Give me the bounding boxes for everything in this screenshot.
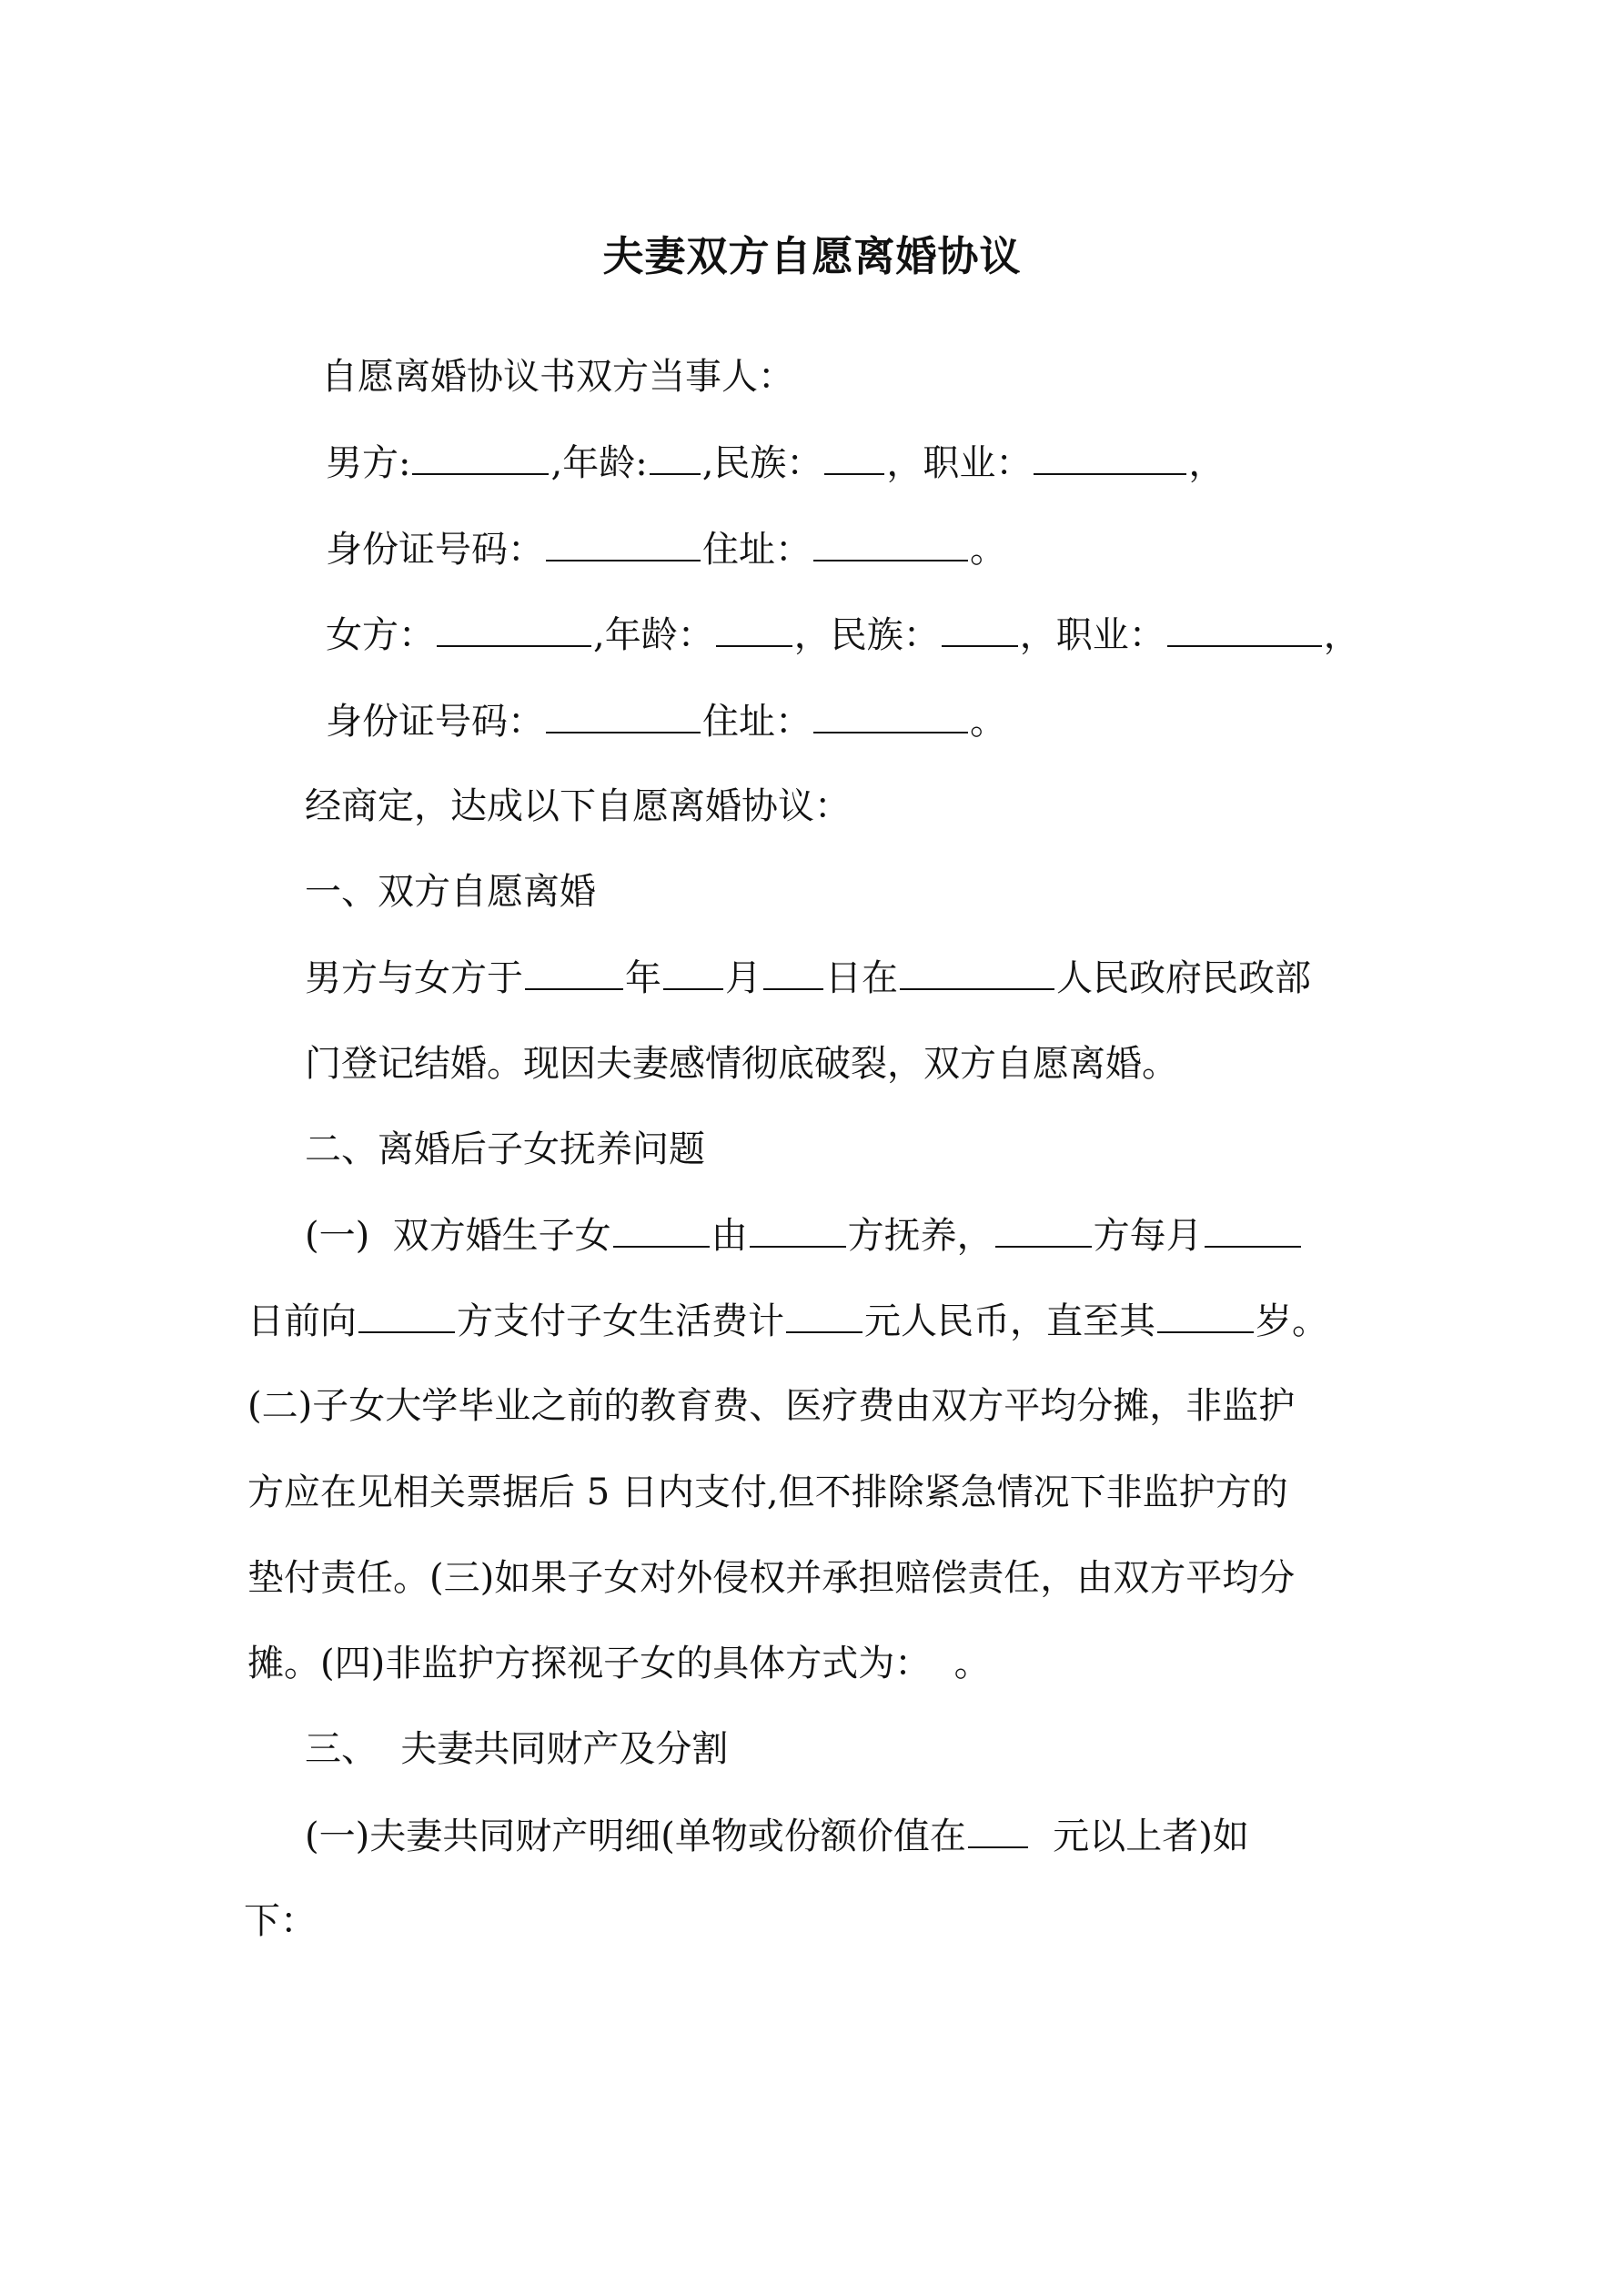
male-ethnicity-blank[interactable] bbox=[824, 437, 884, 475]
section-3-line-2: 下： bbox=[244, 1900, 317, 1942]
section-3-line-1: (一)夫妻共同财产明细(单物或份额价值在 元以上者)如 bbox=[305, 1810, 1249, 1862]
agreement-intro: 经商定，达成以下自愿离婚协议： bbox=[305, 785, 851, 827]
children-blank[interactable] bbox=[613, 1209, 710, 1248]
female-id-blank[interactable] bbox=[546, 695, 701, 733]
section-2-line-4: 方应在见相关票据后 5 日内支付,但不排除紧急情况下非监护方的 bbox=[247, 1472, 1288, 1513]
support-age-blank[interactable] bbox=[1157, 1295, 1254, 1333]
female-ethnicity-blank[interactable] bbox=[942, 609, 1018, 647]
section-2-line-2: 日前向 方支付子女生活费计 元人民币，直至其 岁。 bbox=[247, 1295, 1328, 1347]
male-addr-blank[interactable] bbox=[813, 523, 968, 561]
section-2-line-6: 摊。(四)非监护方探视子女的具体方式为： 。 bbox=[247, 1643, 991, 1684]
male-name-blank[interactable] bbox=[412, 437, 549, 475]
section-1-para-line-1: 男方与女方于 年 月 日在 人民政府民政部 bbox=[305, 952, 1311, 1004]
section-2-line-5: 垫付责任。(三)如果子女对外侵权并承担赔偿责任，由双方平均分 bbox=[247, 1557, 1296, 1599]
intro-line: 自愿离婚协议书双方当事人： bbox=[321, 356, 794, 398]
payment-day-blank[interactable] bbox=[1205, 1209, 1301, 1248]
property-value-blank[interactable] bbox=[968, 1810, 1028, 1848]
male-id-blank[interactable] bbox=[546, 523, 701, 561]
female-id-label: 身份证号码： bbox=[326, 701, 544, 743]
female-label: 女方： bbox=[326, 614, 435, 656]
male-label: 男方: bbox=[326, 442, 411, 484]
female-age-label: ,年龄： bbox=[593, 614, 714, 656]
male-addr-label: 住址： bbox=[702, 529, 812, 571]
male-id-label: 身份证号码： bbox=[326, 529, 544, 571]
male-job-label: ，职业： bbox=[886, 442, 1033, 484]
section-3-heading: 三、 夫妻共同财产及分割 bbox=[305, 1728, 729, 1770]
support-amount-blank[interactable] bbox=[786, 1295, 862, 1333]
female-ethnicity-label: ，民族： bbox=[793, 614, 940, 656]
section-1-heading: 一、双方自愿离婚 bbox=[305, 871, 596, 913]
female-addr-label: 住址： bbox=[702, 701, 812, 743]
male-ethnicity-label: ,民族： bbox=[701, 442, 823, 484]
male-age-label: ,年龄: bbox=[550, 442, 648, 484]
male-info-line: 男方: ,年龄: ,民族： ，职业： ， bbox=[326, 437, 1225, 489]
female-job-blank[interactable] bbox=[1167, 609, 1322, 647]
female-addr-blank[interactable] bbox=[813, 695, 968, 733]
female-name-blank[interactable] bbox=[437, 609, 591, 647]
section-2-line-3: (二)子女大学毕业之前的教育费、医疗费由双方平均分摊，非监护 bbox=[247, 1385, 1296, 1427]
female-job-label: ，职业： bbox=[1019, 614, 1165, 656]
document-title: 夫妻双方自愿离婚协议 bbox=[602, 232, 1022, 280]
marriage-day-blank[interactable] bbox=[763, 952, 823, 990]
male-id-line: 身份证号码： 住址： 。 bbox=[326, 523, 1006, 575]
male-job-blank[interactable] bbox=[1034, 437, 1186, 475]
section-1-para-line-2: 门登记结婚。现因夫妻感情彻底破裂，双方自愿离婚。 bbox=[305, 1043, 1178, 1085]
custody-party-blank[interactable] bbox=[750, 1209, 846, 1248]
marriage-month-blank[interactable] bbox=[663, 952, 723, 990]
marriage-year-blank[interactable] bbox=[525, 952, 623, 990]
section-2-heading: 二、离婚后子女抚养问题 bbox=[305, 1128, 705, 1170]
marriage-place-blank[interactable] bbox=[900, 952, 1054, 990]
female-id-line: 身份证号码： 住址： 。 bbox=[326, 695, 1006, 747]
payer-party-blank[interactable] bbox=[995, 1209, 1092, 1248]
male-age-blank[interactable] bbox=[650, 437, 701, 475]
payee-party-blank[interactable] bbox=[358, 1295, 455, 1333]
section-2-line-1: (一) 双方婚生子女 由 方抚养， 方每月 bbox=[305, 1209, 1303, 1261]
female-age-blank[interactable] bbox=[716, 609, 792, 647]
female-info-line: 女方： ,年龄： ，民族： ，职业： ， bbox=[326, 609, 1360, 661]
